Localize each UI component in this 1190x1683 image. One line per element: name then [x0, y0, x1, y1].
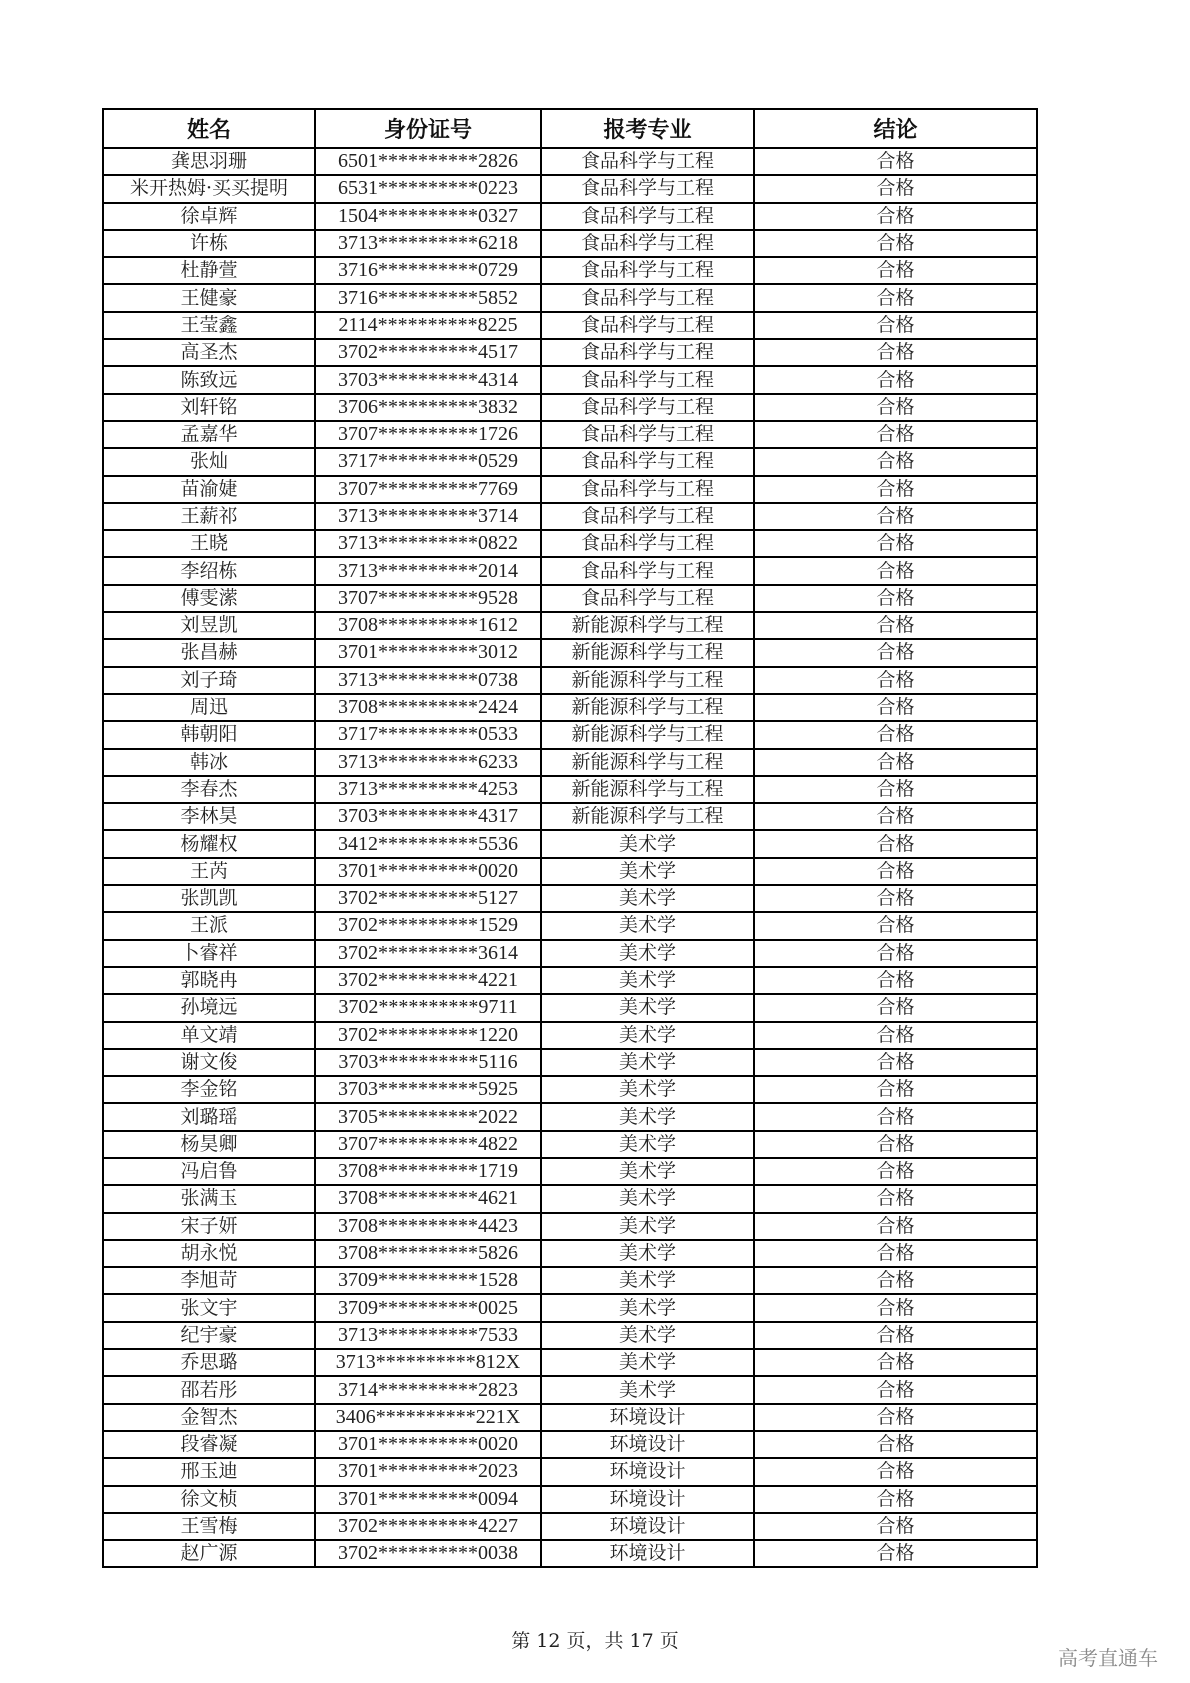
cell-name: 陈致远	[103, 366, 315, 393]
cell-major: 新能源科学与工程	[541, 749, 754, 776]
cell-major: 食品科学与工程	[541, 312, 754, 339]
table-row	[103, 1240, 1037, 1267]
page-number: 第 12 页，共 17 页	[511, 1630, 679, 1652]
cell-result: 合格	[754, 1540, 1037, 1567]
cell-id: 3702**********0038	[315, 1540, 541, 1567]
table-row	[103, 476, 1037, 503]
cell-id: 3708**********4621	[315, 1185, 541, 1212]
cell-name: 邢玉迪	[103, 1458, 315, 1485]
cell-result: 合格	[754, 1376, 1037, 1403]
cell-id: 3701**********0020	[315, 858, 541, 885]
cell-result: 合格	[754, 1240, 1037, 1267]
cell-name: 李金铭	[103, 1076, 315, 1103]
cell-major: 环境设计	[541, 1540, 754, 1567]
cell-major: 食品科学与工程	[541, 530, 754, 557]
cell-name: 傅雯潆	[103, 585, 315, 612]
cell-id: 3702**********4227	[315, 1513, 541, 1540]
table-row	[103, 830, 1037, 857]
table-row	[103, 1158, 1037, 1185]
table-row	[103, 1322, 1037, 1349]
table-row	[103, 1404, 1037, 1431]
cell-name: 王健豪	[103, 284, 315, 311]
cell-result: 合格	[754, 803, 1037, 830]
cell-major: 食品科学与工程	[541, 257, 754, 284]
cell-major: 食品科学与工程	[541, 421, 754, 448]
table-row	[103, 1213, 1037, 1240]
cell-major: 环境设计	[541, 1486, 754, 1513]
cell-id: 3702**********1220	[315, 1022, 541, 1049]
cell-result: 合格	[754, 448, 1037, 475]
cell-major: 食品科学与工程	[541, 366, 754, 393]
cell-result: 合格	[754, 1103, 1037, 1130]
cell-major: 美术学	[541, 1103, 754, 1130]
cell-major: 美术学	[541, 912, 754, 939]
cell-id: 3709**********0025	[315, 1294, 541, 1321]
cell-major: 美术学	[541, 1158, 754, 1185]
cell-major: 美术学	[541, 858, 754, 885]
cell-name: 龚思羽珊	[103, 148, 315, 175]
cell-result: 合格	[754, 1267, 1037, 1294]
table-row	[103, 394, 1037, 421]
cell-id: 3702**********4517	[315, 339, 541, 366]
cell-id: 3701**********2023	[315, 1458, 541, 1485]
cell-name: 刘璐瑶	[103, 1103, 315, 1130]
cell-name: 王晓	[103, 530, 315, 557]
table-row	[103, 175, 1037, 202]
cell-result: 合格	[754, 1513, 1037, 1540]
cell-major: 美术学	[541, 967, 754, 994]
cell-id: 3713**********812X	[315, 1349, 541, 1376]
cell-name: 邵若彤	[103, 1376, 315, 1403]
table-row	[103, 557, 1037, 584]
table-row	[103, 749, 1037, 776]
cell-id: 3716**********5852	[315, 284, 541, 311]
table-row	[103, 257, 1037, 284]
table-row	[103, 639, 1037, 666]
cell-result: 合格	[754, 585, 1037, 612]
cell-id: 3702**********5127	[315, 885, 541, 912]
table-row	[103, 1540, 1037, 1567]
cell-result: 合格	[754, 557, 1037, 584]
cell-result: 合格	[754, 530, 1037, 557]
header-id: 身份证号	[315, 109, 541, 148]
cell-id: 3716**********0729	[315, 257, 541, 284]
cell-id: 3708**********5826	[315, 1240, 541, 1267]
table-row	[103, 1185, 1037, 1212]
cell-major: 环境设计	[541, 1458, 754, 1485]
cell-name: 单文靖	[103, 1022, 315, 1049]
table-row	[103, 967, 1037, 994]
cell-result: 合格	[754, 639, 1037, 666]
cell-major: 食品科学与工程	[541, 448, 754, 475]
cell-result: 合格	[754, 284, 1037, 311]
cell-name: 王薪祁	[103, 503, 315, 530]
cell-id: 3717**********0533	[315, 721, 541, 748]
cell-name: 乔思璐	[103, 1349, 315, 1376]
cell-result: 合格	[754, 503, 1037, 530]
cell-id: 3713**********3714	[315, 503, 541, 530]
cell-result: 合格	[754, 1322, 1037, 1349]
cell-name: 王雪梅	[103, 1513, 315, 1540]
cell-id: 3708**********1719	[315, 1158, 541, 1185]
cell-name: 谢文俊	[103, 1049, 315, 1076]
cell-result: 合格	[754, 612, 1037, 639]
table-row	[103, 1349, 1037, 1376]
table-row	[103, 912, 1037, 939]
cell-result: 合格	[754, 1349, 1037, 1376]
table-row	[103, 312, 1037, 339]
cell-result: 合格	[754, 230, 1037, 257]
cell-major: 食品科学与工程	[541, 230, 754, 257]
table-row	[103, 339, 1037, 366]
cell-major: 美术学	[541, 1213, 754, 1240]
header-result: 结论	[754, 109, 1037, 148]
cell-name: 孙境远	[103, 994, 315, 1021]
table-row	[103, 803, 1037, 830]
cell-name: 周迅	[103, 694, 315, 721]
cell-major: 环境设计	[541, 1431, 754, 1458]
cell-id: 3713**********7533	[315, 1322, 541, 1349]
table-row	[103, 503, 1037, 530]
cell-major: 食品科学与工程	[541, 503, 754, 530]
table-row	[103, 885, 1037, 912]
cell-name: 许栋	[103, 230, 315, 257]
table-row	[103, 230, 1037, 257]
table-row	[103, 694, 1037, 721]
cell-major: 新能源科学与工程	[541, 612, 754, 639]
cell-id: 3714**********2823	[315, 1376, 541, 1403]
cell-result: 合格	[754, 1294, 1037, 1321]
cell-major: 食品科学与工程	[541, 394, 754, 421]
cell-result: 合格	[754, 476, 1037, 503]
cell-id: 3713**********2014	[315, 557, 541, 584]
cell-id: 3707**********7769	[315, 476, 541, 503]
cell-major: 新能源科学与工程	[541, 694, 754, 721]
cell-result: 合格	[754, 1131, 1037, 1158]
cell-id: 3703**********5925	[315, 1076, 541, 1103]
cell-name: 卜睿祥	[103, 940, 315, 967]
cell-name: 纪宇豪	[103, 1322, 315, 1349]
cell-result: 合格	[754, 257, 1037, 284]
cell-result: 合格	[754, 1213, 1037, 1240]
cell-major: 食品科学与工程	[541, 476, 754, 503]
cell-id: 6501**********2826	[315, 148, 541, 175]
table-row	[103, 284, 1037, 311]
table-row	[103, 585, 1037, 612]
cell-name: 李绍栋	[103, 557, 315, 584]
table-row	[103, 940, 1037, 967]
cell-major: 美术学	[541, 1185, 754, 1212]
table-row	[103, 448, 1037, 475]
table-row	[103, 1294, 1037, 1321]
header-name: 姓名	[103, 109, 315, 148]
cell-major: 美术学	[541, 1240, 754, 1267]
table-row	[103, 612, 1037, 639]
cell-id: 3707**********1726	[315, 421, 541, 448]
table-row	[103, 203, 1037, 230]
cell-major: 新能源科学与工程	[541, 639, 754, 666]
cell-name: 张满玉	[103, 1185, 315, 1212]
cell-result: 合格	[754, 1049, 1037, 1076]
cell-name: 张凯凯	[103, 885, 315, 912]
cell-major: 食品科学与工程	[541, 284, 754, 311]
cell-name: 孟嘉华	[103, 421, 315, 448]
cell-name: 胡永悦	[103, 1240, 315, 1267]
cell-result: 合格	[754, 749, 1037, 776]
cell-name: 刘轩铭	[103, 394, 315, 421]
cell-result: 合格	[754, 421, 1037, 448]
table-row	[103, 1376, 1037, 1403]
cell-id: 3701**********3012	[315, 639, 541, 666]
table-row	[103, 1131, 1037, 1158]
table-row	[103, 1486, 1037, 1513]
cell-name: 徐文桢	[103, 1486, 315, 1513]
cell-major: 美术学	[541, 1322, 754, 1349]
table-row	[103, 148, 1037, 175]
table-row	[103, 1103, 1037, 1130]
cell-result: 合格	[754, 721, 1037, 748]
cell-name: 杨昊卿	[103, 1131, 315, 1158]
cell-major: 新能源科学与工程	[541, 776, 754, 803]
cell-id: 3713**********4253	[315, 776, 541, 803]
cell-id: 3708**********2424	[315, 694, 541, 721]
cell-id: 1504**********0327	[315, 203, 541, 230]
cell-major: 美术学	[541, 1294, 754, 1321]
cell-id: 3701**********0020	[315, 1431, 541, 1458]
cell-result: 合格	[754, 175, 1037, 202]
table-row	[103, 1267, 1037, 1294]
cell-result: 合格	[754, 312, 1037, 339]
cell-id: 3702**********3614	[315, 940, 541, 967]
cell-id: 3703**********5116	[315, 1049, 541, 1076]
cell-result: 合格	[754, 858, 1037, 885]
watermark: 高考直通车	[1058, 1646, 1158, 1670]
table-row	[103, 1431, 1037, 1458]
cell-id: 3705**********2022	[315, 1103, 541, 1130]
cell-id: 3702**********9711	[315, 994, 541, 1021]
cell-result: 合格	[754, 967, 1037, 994]
cell-major: 美术学	[541, 1349, 754, 1376]
table-row	[103, 776, 1037, 803]
cell-name: 李林昊	[103, 803, 315, 830]
cell-major: 美术学	[541, 994, 754, 1021]
cell-name: 米开热姆·买买提明	[103, 175, 315, 202]
results-table	[102, 108, 1038, 1568]
table-row	[103, 858, 1037, 885]
cell-result: 合格	[754, 366, 1037, 393]
cell-id: 3406**********221X	[315, 1404, 541, 1431]
cell-result: 合格	[754, 830, 1037, 857]
cell-name: 赵广源	[103, 1540, 315, 1567]
cell-result: 合格	[754, 667, 1037, 694]
cell-id: 3701**********0094	[315, 1486, 541, 1513]
cell-name: 李旭苛	[103, 1267, 315, 1294]
cell-name: 宋子妍	[103, 1213, 315, 1240]
cell-result: 合格	[754, 203, 1037, 230]
cell-name: 段睿凝	[103, 1431, 315, 1458]
table-row	[103, 994, 1037, 1021]
cell-major: 美术学	[541, 1022, 754, 1049]
cell-id: 3703**********4314	[315, 366, 541, 393]
cell-major: 美术学	[541, 1131, 754, 1158]
cell-id: 6531**********0223	[315, 175, 541, 202]
cell-result: 合格	[754, 339, 1037, 366]
cell-id: 3713**********6233	[315, 749, 541, 776]
cell-result: 合格	[754, 394, 1037, 421]
cell-name: 杨耀权	[103, 830, 315, 857]
cell-name: 王莹鑫	[103, 312, 315, 339]
cell-name: 韩冰	[103, 749, 315, 776]
cell-id: 3713**********0738	[315, 667, 541, 694]
cell-major: 食品科学与工程	[541, 557, 754, 584]
cell-name: 李春杰	[103, 776, 315, 803]
cell-name: 王芮	[103, 858, 315, 885]
table-row	[103, 421, 1037, 448]
cell-id: 3702**********4221	[315, 967, 541, 994]
cell-result: 合格	[754, 1022, 1037, 1049]
cell-major: 新能源科学与工程	[541, 721, 754, 748]
cell-name: 王派	[103, 912, 315, 939]
cell-id: 2114**********8225	[315, 312, 541, 339]
table-row	[103, 1513, 1037, 1540]
table-row	[103, 1022, 1037, 1049]
cell-id: 3709**********1528	[315, 1267, 541, 1294]
cell-id: 3703**********4317	[315, 803, 541, 830]
table-row	[103, 1076, 1037, 1103]
cell-result: 合格	[754, 912, 1037, 939]
cell-id: 3713**********0822	[315, 530, 541, 557]
cell-name: 金智杰	[103, 1404, 315, 1431]
cell-major: 美术学	[541, 1049, 754, 1076]
cell-id: 3707**********9528	[315, 585, 541, 612]
cell-major: 环境设计	[541, 1513, 754, 1540]
cell-name: 张昌赫	[103, 639, 315, 666]
cell-major: 新能源科学与工程	[541, 667, 754, 694]
cell-name: 刘昱凯	[103, 612, 315, 639]
cell-id: 3717**********0529	[315, 448, 541, 475]
cell-result: 合格	[754, 1076, 1037, 1103]
cell-result: 合格	[754, 1486, 1037, 1513]
table-row	[103, 667, 1037, 694]
table-row	[103, 366, 1037, 393]
cell-result: 合格	[754, 1431, 1037, 1458]
cell-name: 刘子琦	[103, 667, 315, 694]
cell-major: 新能源科学与工程	[541, 803, 754, 830]
cell-major: 食品科学与工程	[541, 339, 754, 366]
cell-result: 合格	[754, 1158, 1037, 1185]
header-major: 报考专业	[541, 109, 754, 148]
header-row	[103, 109, 1037, 148]
table-row	[103, 1458, 1037, 1485]
cell-result: 合格	[754, 994, 1037, 1021]
cell-result: 合格	[754, 694, 1037, 721]
cell-major: 食品科学与工程	[541, 203, 754, 230]
cell-name: 韩朝阳	[103, 721, 315, 748]
cell-major: 美术学	[541, 885, 754, 912]
cell-major: 美术学	[541, 1376, 754, 1403]
cell-result: 合格	[754, 148, 1037, 175]
cell-major: 美术学	[541, 1267, 754, 1294]
cell-result: 合格	[754, 1404, 1037, 1431]
cell-major: 美术学	[541, 940, 754, 967]
cell-name: 杜静萱	[103, 257, 315, 284]
cell-major: 美术学	[541, 1076, 754, 1103]
cell-result: 合格	[754, 1458, 1037, 1485]
cell-name: 张文宇	[103, 1294, 315, 1321]
cell-result: 合格	[754, 940, 1037, 967]
cell-id: 3707**********4822	[315, 1131, 541, 1158]
cell-major: 食品科学与工程	[541, 585, 754, 612]
cell-name: 徐卓辉	[103, 203, 315, 230]
cell-id: 3412**********5536	[315, 830, 541, 857]
cell-name: 郭晓冉	[103, 967, 315, 994]
cell-major: 美术学	[541, 830, 754, 857]
cell-name: 高圣杰	[103, 339, 315, 366]
table-row	[103, 530, 1037, 557]
cell-id: 3713**********6218	[315, 230, 541, 257]
cell-major: 环境设计	[541, 1404, 754, 1431]
cell-id: 3706**********3832	[315, 394, 541, 421]
cell-result: 合格	[754, 776, 1037, 803]
cell-id: 3708**********1612	[315, 612, 541, 639]
cell-name: 冯启鲁	[103, 1158, 315, 1185]
cell-major: 食品科学与工程	[541, 148, 754, 175]
cell-result: 合格	[754, 1185, 1037, 1212]
table-row	[103, 1049, 1037, 1076]
cell-result: 合格	[754, 885, 1037, 912]
cell-id: 3708**********4423	[315, 1213, 541, 1240]
cell-major: 食品科学与工程	[541, 175, 754, 202]
cell-name: 张灿	[103, 448, 315, 475]
cell-id: 3702**********1529	[315, 912, 541, 939]
cell-name: 苗渝婕	[103, 476, 315, 503]
table-row	[103, 721, 1037, 748]
